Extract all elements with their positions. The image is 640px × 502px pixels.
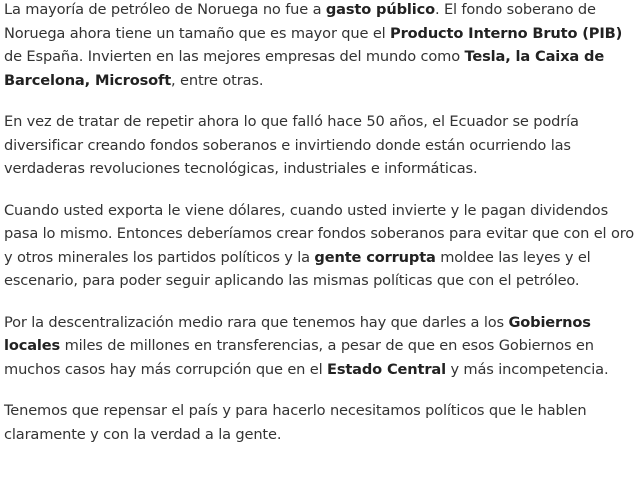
- bold-text: gasto público: [325, 1, 435, 18]
- article-paragraph: [4, 311, 636, 382]
- paragraph-text: miles de millones en transferencias, a pesar de que en esos Gobiernos en muchos casos hay más corrupción que en el: [4, 337, 594, 378]
- article-paragraph: [4, 199, 636, 293]
- paragraph-text: . El fondo soberano de Noruega ahora tiene un tamaño que es mayor que el: [4, 1, 596, 42]
- bold-text: Tesla, la Caixa de Barcelona, Microsoft: [4, 48, 605, 89]
- paragraph-text: La mayoría de petróleo de Noruega no fue a: [4, 1, 326, 18]
- paragraph-text: Tenemos que repensar el país y para hacerlo necesitamos políticos que le hablen claramente y con la verdad a la gente.: [4, 402, 587, 443]
- paragraph-text: moldee las leyes y el escenario, para poder seguir aplicando las mismas políticas que con el petróleo.: [4, 248, 591, 289]
- bold-text: Producto Interno Bruto (PIB): [390, 24, 623, 42]
- article-paragraph: [4, 0, 636, 92]
- article-paragraph: [4, 110, 636, 181]
- paragraph-text: de España. Invierten en las mejores empresas del mundo como: [4, 48, 465, 65]
- paragraph-text: En vez de tratar de repetir ahora lo que falló hace 50 años, el Ecuador se podría diversificar creando fondos soberanos e invirtiendo donde están ocurriendo las verdaderas revoluciones tecnológicas, industriales e informáticas.: [4, 113, 579, 177]
- bold-text: gente corrupta: [314, 248, 436, 266]
- paragraph-text: Cuando usted exporta le viene dólares, cuando usted invierte y le pagan dividendos pasa lo mismo. Entonces deberíamos crear fondos soberanos para evitar que con el oro y otros minerales los partidos políticos y la: [4, 201, 635, 266]
- paragraph-text: , entre otras.: [171, 71, 264, 89]
- paragraph-text: Por la descentralización medio rara que tenemos hay que darles a los: [4, 313, 509, 331]
- bold-text: Gobiernos locales: [4, 313, 591, 354]
- article-paragraph: [4, 399, 636, 446]
- paragraph-text: y más incompetencia.: [445, 360, 609, 378]
- bold-text: Estado Central: [327, 360, 446, 378]
